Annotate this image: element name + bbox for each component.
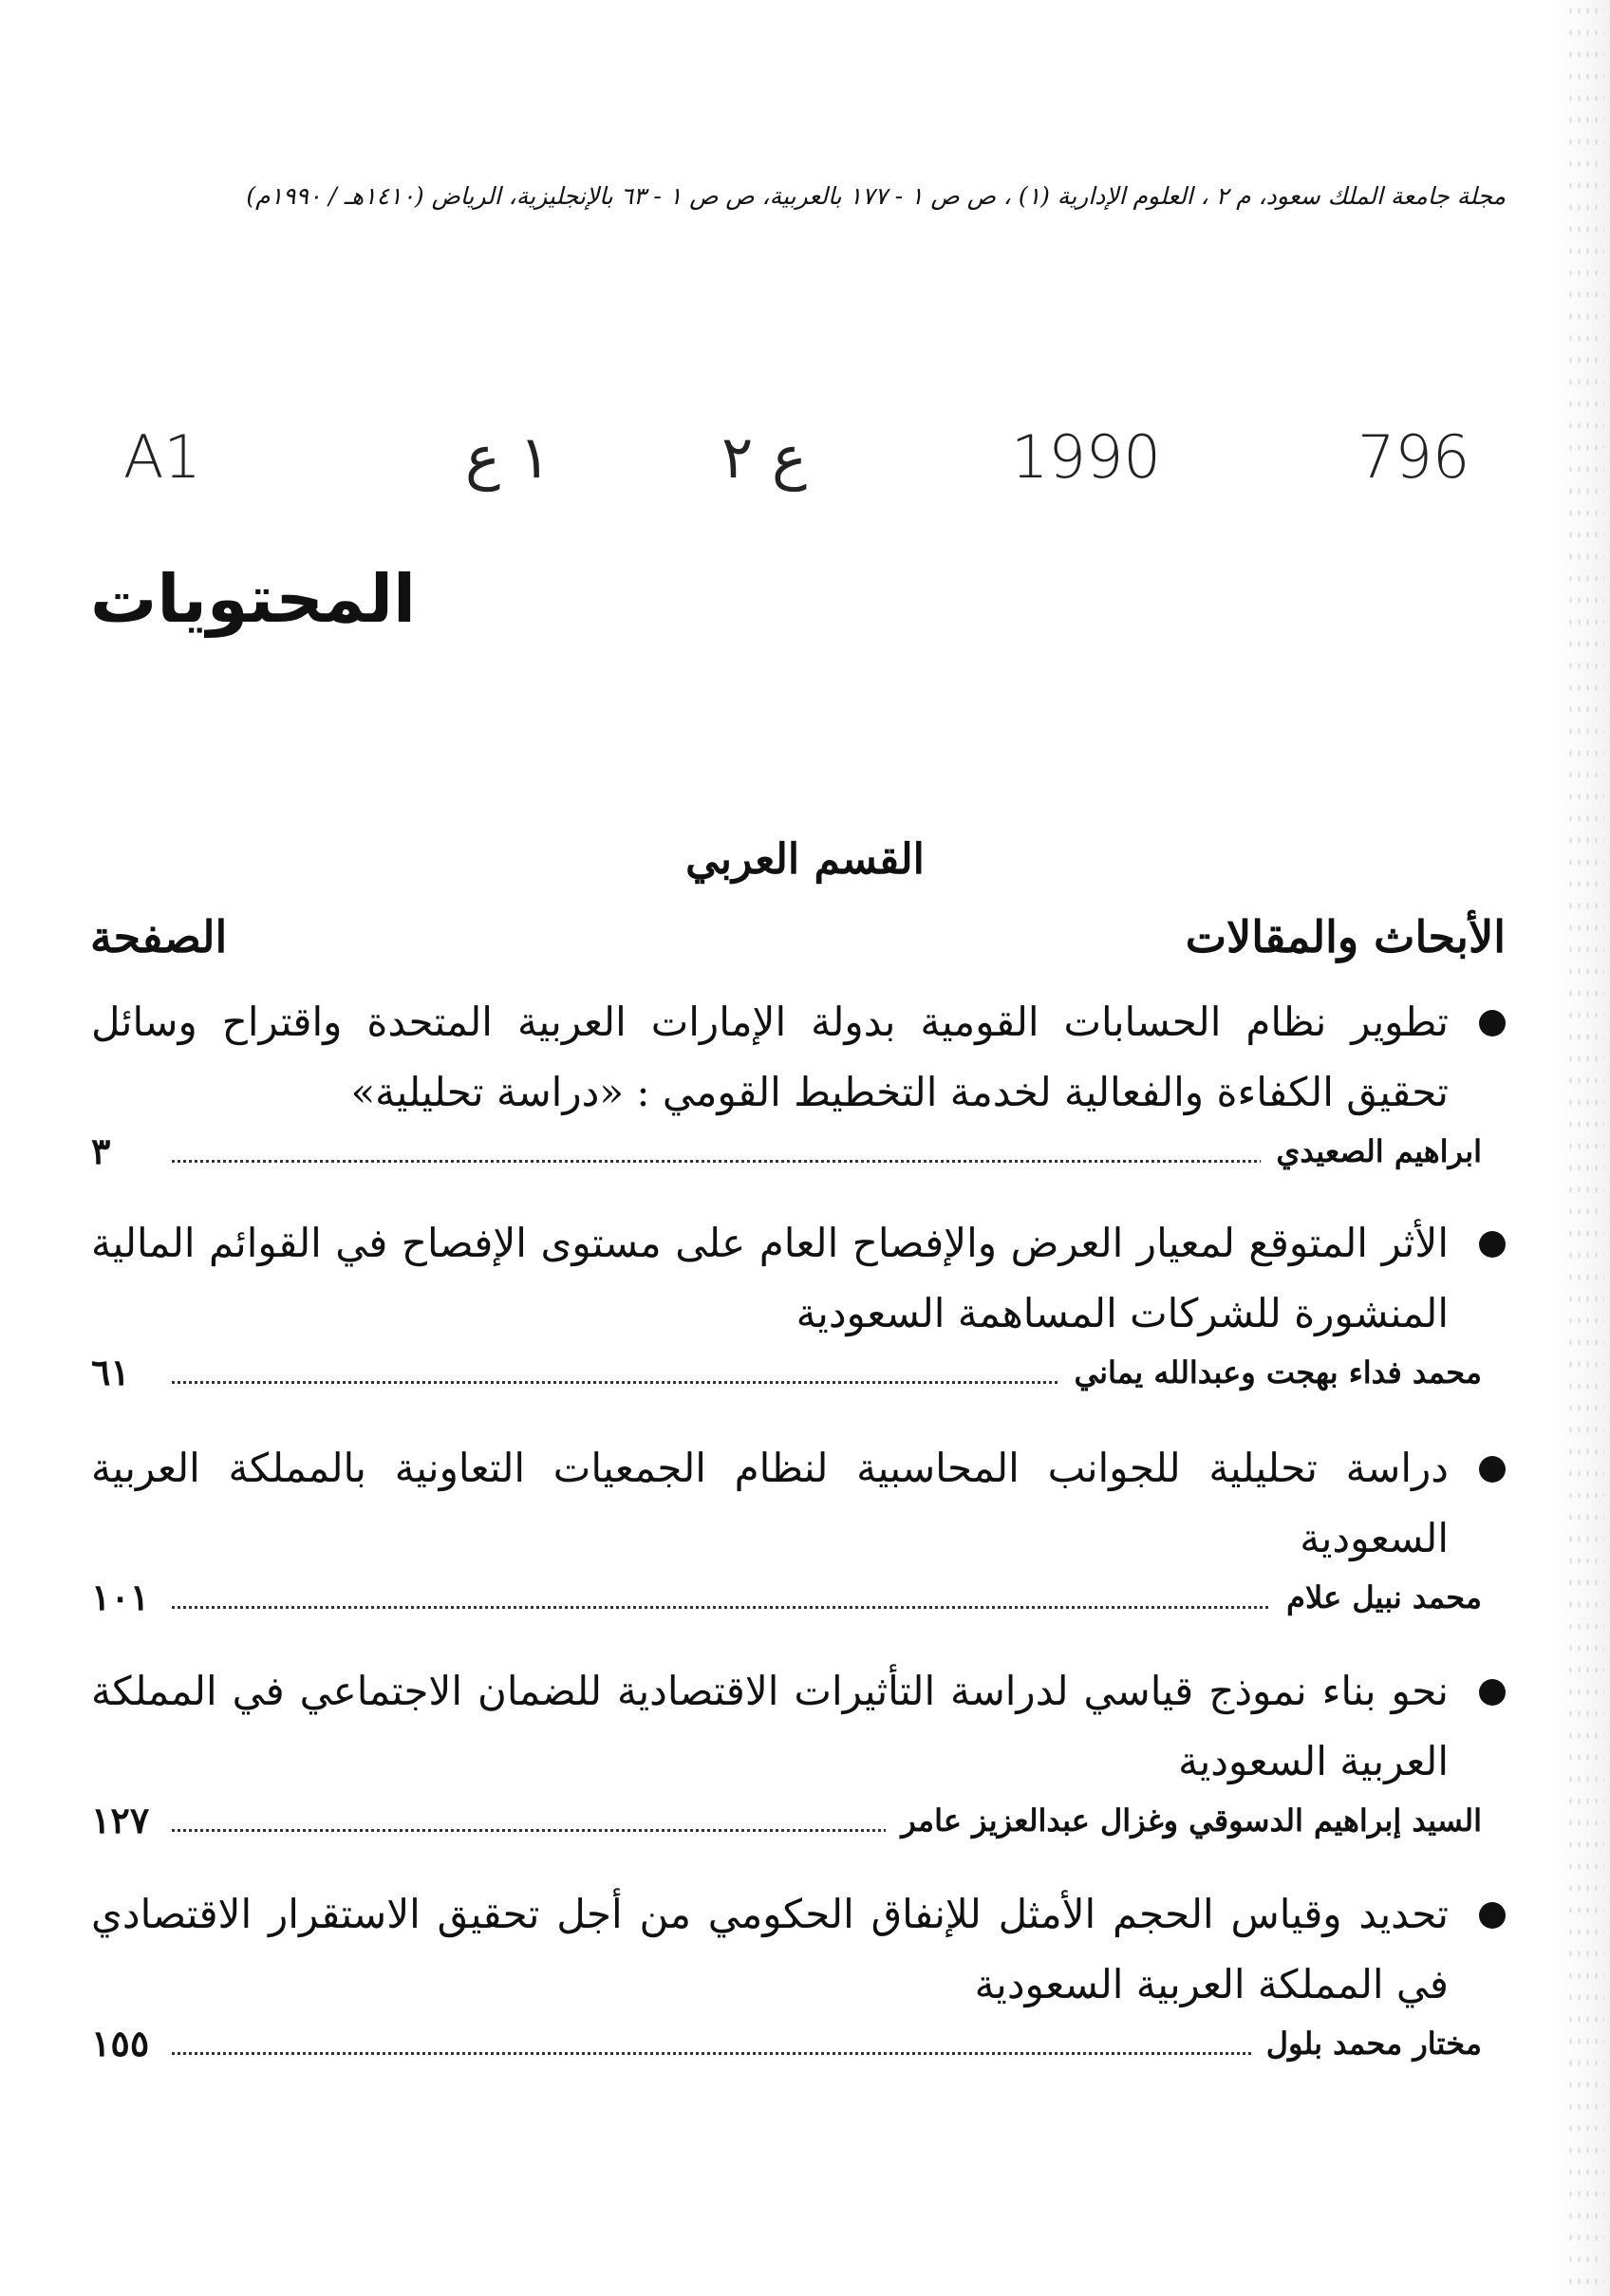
toc-entry[interactable]: [91, 1208, 1506, 1408]
entry-page-number: ١٠١: [91, 1576, 150, 1618]
entry-title: [91, 1879, 1506, 2020]
toc-entry[interactable]: [91, 1433, 1506, 1633]
bullet-icon: [1479, 1902, 1506, 1929]
entry-page-number: ٦١: [91, 1351, 130, 1393]
handwritten-note: 1990: [1011, 422, 1161, 492]
entry-title-text: تحديد وقياس الحجم الأمثل للإنفاق الحكومي من أجل تحقيق الاستقرار الاقتصادي في المملكة العربية السعودية: [91, 1891, 1449, 2007]
articles-heading: الأبحاث والمقالات: [1185, 911, 1506, 962]
bullet-icon: [1479, 1010, 1506, 1036]
handwritten-note: ع ٢: [721, 422, 808, 492]
journal-citation: مجلة جامعة الملك سعود، م ٢ ، العلوم الإدارية (١) ، ص ص ١ - ١٧٧ بالعربية، ص ص ١ - ٦٣ بالإنجليزية، الرياض (١٤١٠هـ / ١٩٩٠م): [246, 182, 1506, 210]
entry-title-text: نحو بناء نموذج قياسي لدراسة التأثيرات الاقتصادية للضمان الاجتماعي في المملكة العربية السعودية: [91, 1668, 1449, 1784]
scan-specks: [1566, 0, 1604, 2296]
bullet-icon: [1479, 1679, 1506, 1706]
entry-author: محمد نبيل علام: [1271, 1579, 1482, 1615]
entry-author-row: [91, 2022, 1506, 2079]
entry-title: [91, 1656, 1506, 1797]
entry-title-text: تطوير نظام الحسابات القومية بدولة الإمارات العربية المتحدة واقتراح وسائل تحقيق الكفاءة والفعالية لخدمة التخطيط القومي : «دراسة تحليلية»: [91, 999, 1449, 1115]
entry-title-text: الأثر المتوقع لمعيار العرض والإفصاح العام على مستوى الإفصاح في القوائم المالية المنشورة للشركات المساهمة السعودية: [91, 1220, 1449, 1336]
page-column-heading: الصفحة: [90, 911, 228, 962]
entry-author: محمد فداء بهجت وعبدالله يماني: [1058, 1354, 1482, 1391]
entry-author-row: [91, 1129, 1506, 1186]
handwritten-note: ١ ع: [465, 422, 552, 492]
entry-title: [91, 1433, 1506, 1574]
page-title: المحتويات: [90, 560, 417, 638]
entry-page-number: ١٥٥: [91, 2022, 150, 2064]
entry-author-row: [91, 1351, 1506, 1408]
toc-entry[interactable]: [91, 987, 1506, 1186]
entry-title: [91, 987, 1506, 1128]
bullet-icon: [1479, 1456, 1506, 1483]
entry-author: السيد إبراهيم الدسوقي وغزال عبدالعزيز عامر: [886, 1802, 1482, 1839]
entry-page-number: ١٢٧: [91, 1799, 150, 1841]
section-title: القسم العربي: [685, 835, 925, 884]
entry-author: ابراهيم الصعيدي: [1261, 1133, 1482, 1169]
entry-author: مختار محمد بلول: [1251, 2025, 1482, 2062]
handwritten-notes: [123, 422, 1500, 508]
handwritten-note: 796: [1357, 422, 1470, 492]
entry-title: [91, 1208, 1506, 1349]
entry-author-row: [91, 1799, 1506, 1856]
entry-author-row: [91, 1576, 1506, 1633]
toc-entry[interactable]: [91, 1656, 1506, 1856]
toc-entry[interactable]: [91, 1879, 1506, 2079]
entry-page-number: ٣: [91, 1129, 111, 1172]
bullet-icon: [1479, 1231, 1506, 1258]
handwritten-note: A1: [123, 422, 201, 492]
entry-title-text: دراسة تحليلية للجوانب المحاسبية لنظام الجمعيات التعاونية بالمملكة العربية السعودية: [91, 1445, 1449, 1561]
